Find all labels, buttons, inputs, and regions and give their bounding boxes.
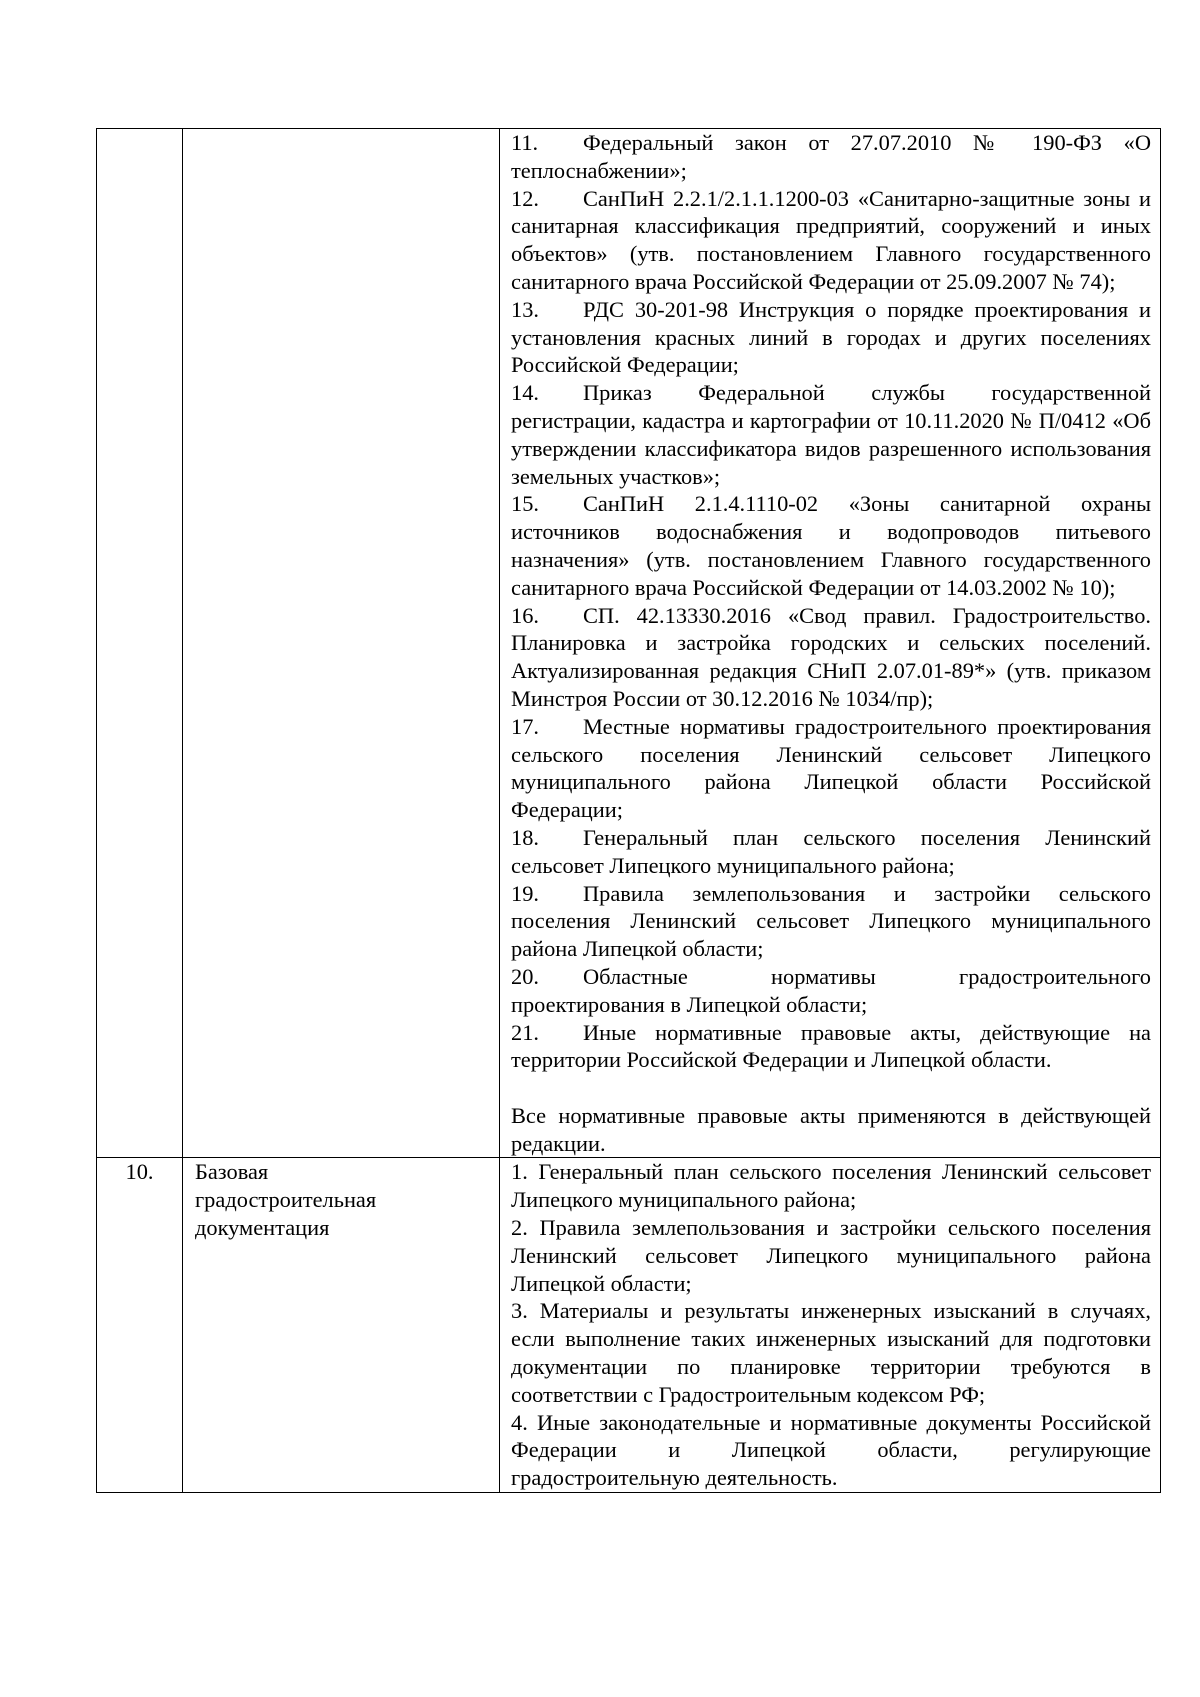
row-number-cell — [97, 129, 183, 1158]
list-item-number: 17. — [511, 713, 539, 739]
row-name-cell — [183, 129, 500, 1158]
list-item — [511, 379, 1151, 490]
list-item-number: 15. — [511, 491, 539, 517]
table-row-continued — [97, 129, 1161, 1158]
list-item-text: Местные нормативы градостроительного проектирования сельского поселения Ленинский сельсовет Липецкого муниципального района Липецкой области Российской Федерации; — [511, 713, 1151, 823]
base-documents-list-cell — [500, 1158, 1161, 1493]
list-item — [511, 963, 1151, 1019]
list-item-number: 20. — [511, 963, 539, 989]
row-number-cell: 10. — [97, 1158, 183, 1493]
list-item-number: 18. — [511, 824, 539, 850]
list-item-text: Федеральный закон от 27.07.2010 № 190-ФЗ «О теплоснабжении»; — [511, 130, 1151, 183]
list-item: 4. Иные законодательные и нормативные документы Российской Федерации и Липецкой области, регулирующие градостроительную деятельность. — [511, 1409, 1151, 1491]
list-item-text: СП. 42.13330.2016 «Свод правил. Градостроительство. Планировка и застройка городских и сельских поселений. Актуализированная редакция СНиП 2.07.01-89*» (утв. приказом Минстроя России от 30.12.2016 № 1034/пр); — [511, 602, 1151, 711]
list-item-number: 14. — [511, 380, 539, 406]
row-name-line: документация — [195, 1215, 330, 1241]
row-name-line: Базовая — [195, 1159, 269, 1185]
list-item-text: РДС 30-201-98 Инструкция о порядке проектирования и установления красных линий в городах и других поселениях Российской Федерации; — [511, 296, 1151, 378]
list-item — [511, 880, 1151, 963]
list-item-text: Генеральный план сельского поселения Ленинский сельсовет Липецкого муниципального района; — [511, 824, 1151, 878]
list-item-text: Правила землепользования и застройки сельского поселения Ленинский сельсовет Липецкого муниципального района Липецкой области; — [511, 880, 1151, 962]
list-item-number: 12. — [511, 185, 539, 211]
row-name-cell — [183, 1158, 500, 1493]
list-item — [511, 1019, 1151, 1075]
list-item: 2. Правила землепользования и застройки сельского поселения Ленинский сельсовет Липецкого муниципального района Липецкой области; — [511, 1215, 1151, 1296]
regulations-list-cell — [500, 129, 1161, 1158]
list-item-text: Иные нормативные правовые акты, действующие на территории Российской Федерации и Липецкой области. — [511, 1019, 1151, 1073]
list-item — [511, 129, 1151, 185]
list-item — [511, 185, 1151, 296]
list-item — [511, 824, 1151, 880]
list-item — [511, 602, 1151, 713]
list-item — [511, 296, 1151, 379]
list-item-number: 21. — [511, 1019, 539, 1045]
list-item-text: СанПиН 2.1.4.1110-02 «Зоны санитарной охраны источников водоснабжения и водопроводов питьевого назначения» (утв. постановлением Главного государственного санитарного врача Российской Федерации от 14.03.2002 № 10); — [511, 491, 1151, 600]
list-item-number: 16. — [511, 602, 539, 628]
list-item — [511, 490, 1151, 601]
list-item-number: 19. — [511, 880, 539, 906]
list-item: 1. Генеральный план сельского поселения Ленинский сельсовет Липецкого муниципального района; — [511, 1159, 1151, 1213]
requirements-table — [96, 128, 1161, 1493]
list-item — [511, 713, 1151, 824]
list-item-text: Областные нормативы градостроительного проектирования в Липецкой области; — [511, 963, 1151, 1017]
list-item: 3. Материалы и результаты инженерных изысканий в случаях, если выполнение таких инженерных изысканий для подготовки документации по планировке территории требуются в соответствии с Градостроительным кодексом РФ; — [511, 1298, 1151, 1407]
list-item-text: СанПиН 2.2.1/2.1.1.1200-03 «Санитарно-защитные зоны и санитарная классификация предприятий, сооружений и иных объектов» (утв. постановлением Главного государственного санитарного врача Российской Федерации от 25.09.2007 № 74); — [511, 185, 1151, 294]
row-name-line: градостроительная — [195, 1187, 377, 1213]
list-item-text: Приказ Федеральной службы государственной регистрации, кадастра и картографии от 10.11.2020 № П/0412 «Об утверждении классификатора видов разрешенного использования земельных участков»; — [511, 380, 1151, 489]
list-item-number: 13. — [511, 296, 539, 322]
list-item-number: 11. — [511, 130, 539, 155]
table-row-10 — [97, 1158, 1161, 1493]
edition-note: Все нормативные правовые акты применяются в действующей редакции. — [511, 1102, 1151, 1156]
